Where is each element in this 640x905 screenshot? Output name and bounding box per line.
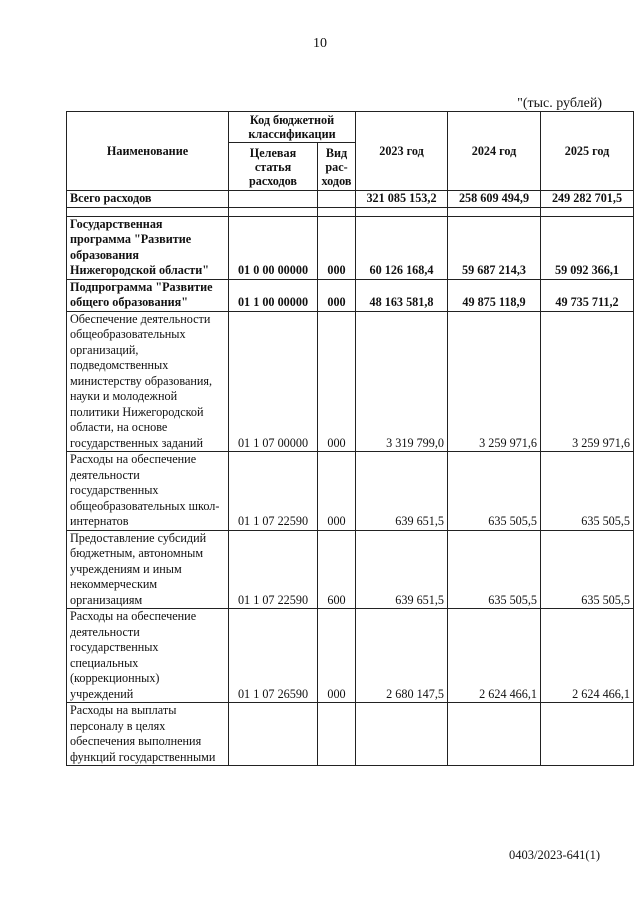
header-code-group: Код бюджетной классификации xyxy=(229,112,356,143)
row-2024: 258 609 494,9 xyxy=(448,191,541,208)
row-2023: 3 319 799,0 xyxy=(356,311,448,452)
row-name: Обеспечение деятельности общеобразовательных организаций, подведомственных министерству образования, науки и молодежной политики Нижегородской области, на основе государственных заданий xyxy=(67,311,229,452)
header-target: Целевая статья расходов xyxy=(229,143,318,191)
row-2024: 635 505,5 xyxy=(448,452,541,531)
row-code: 01 1 07 00000 xyxy=(229,311,318,452)
header-name: Наименование xyxy=(67,112,229,191)
row-vid: 000 xyxy=(318,609,356,703)
row-2023: 48 163 581,8 xyxy=(356,279,448,311)
header-2025: 2025 год xyxy=(541,112,634,191)
row-2024 xyxy=(448,703,541,766)
table-row xyxy=(67,191,634,208)
row-code: 01 1 00 00000 xyxy=(229,279,318,311)
row-2024: 59 687 214,3 xyxy=(448,216,541,279)
row-2024: 635 505,5 xyxy=(448,530,541,609)
row-name: Подпрограмма "Развитие общего образования" xyxy=(67,279,229,311)
row-vid: 000 xyxy=(318,216,356,279)
page-number: 10 xyxy=(313,36,327,51)
row-name: Всего расходов xyxy=(67,191,229,208)
header-vid: Вид рас-ходов xyxy=(318,143,356,191)
table-row xyxy=(67,530,634,609)
row-vid: 600 xyxy=(318,530,356,609)
spacer-row xyxy=(67,207,634,216)
row-code: 01 1 07 26590 xyxy=(229,609,318,703)
row-2024: 2 624 466,1 xyxy=(448,609,541,703)
table-row xyxy=(67,452,634,531)
row-code xyxy=(229,703,318,766)
row-2025: 249 282 701,5 xyxy=(541,191,634,208)
budget-table xyxy=(66,111,634,766)
row-code: 01 1 07 22590 xyxy=(229,530,318,609)
header-2023: 2023 год xyxy=(356,112,448,191)
table-row xyxy=(67,609,634,703)
row-2023: 321 085 153,2 xyxy=(356,191,448,208)
row-2024: 3 259 971,6 xyxy=(448,311,541,452)
row-2025 xyxy=(541,703,634,766)
row-name: Предоставление субсидий бюджетным, автономным учреждениям и иным некоммерческим организациям xyxy=(67,530,229,609)
row-code: 01 1 07 22590 xyxy=(229,452,318,531)
row-vid: 000 xyxy=(318,311,356,452)
row-2023: 639 651,5 xyxy=(356,530,448,609)
row-name: Расходы на обеспечение деятельности государственных специальных (коррекционных) учреждений xyxy=(67,609,229,703)
row-code: 01 0 00 00000 xyxy=(229,216,318,279)
table-row xyxy=(67,279,634,311)
document-number: 0403/2023-641(1) xyxy=(509,848,600,862)
row-vid: 000 xyxy=(318,279,356,311)
table-row xyxy=(67,703,634,766)
row-2025: 2 624 466,1 xyxy=(541,609,634,703)
row-2023: 639 651,5 xyxy=(356,452,448,531)
row-2025: 635 505,5 xyxy=(541,530,634,609)
row-vid xyxy=(318,703,356,766)
row-vid: 000 xyxy=(318,452,356,531)
table-row xyxy=(67,311,634,452)
row-2025: 3 259 971,6 xyxy=(541,311,634,452)
row-2024: 49 875 118,9 xyxy=(448,279,541,311)
row-2025: 59 092 366,1 xyxy=(541,216,634,279)
row-name: Расходы на обеспечение деятельности государственных общеобразовательных школ-интернатов xyxy=(67,452,229,531)
header-2024: 2024 год xyxy=(448,112,541,191)
row-2023: 60 126 168,4 xyxy=(356,216,448,279)
row-2023 xyxy=(356,703,448,766)
row-2023: 2 680 147,5 xyxy=(356,609,448,703)
units-note: "(тыс. рублей) xyxy=(517,96,602,111)
row-code xyxy=(229,191,318,208)
row-name: Расходы на выплаты персоналу в целях обеспечения выполнения функций государственными xyxy=(67,703,229,766)
table-row xyxy=(67,216,634,279)
row-2025: 49 735 711,2 xyxy=(541,279,634,311)
row-vid xyxy=(318,191,356,208)
row-name: Государственная программа "Развитие образования Нижегородской области" xyxy=(67,216,229,279)
row-2025: 635 505,5 xyxy=(541,452,634,531)
